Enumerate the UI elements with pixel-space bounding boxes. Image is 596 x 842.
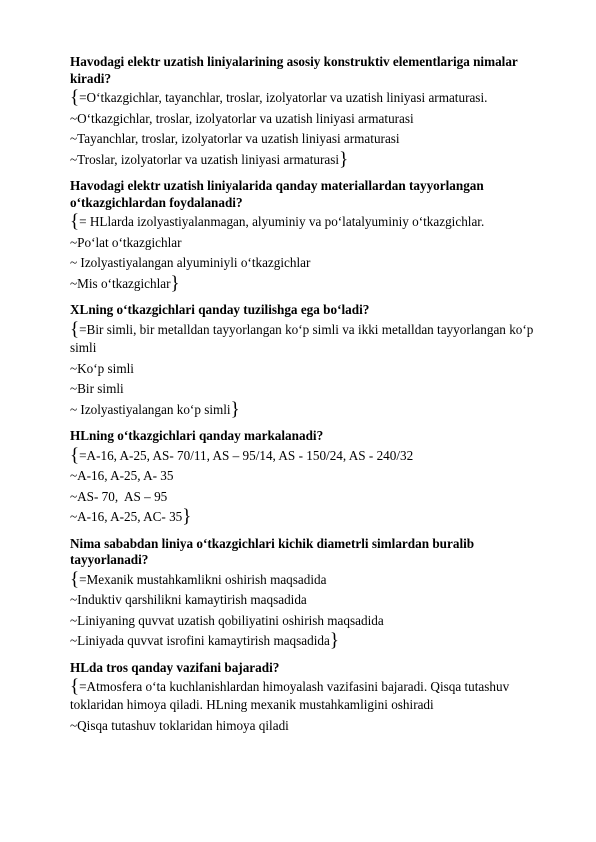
wrong-answer — [70, 400, 540, 421]
correct-answer — [70, 212, 540, 233]
correct-answer — [70, 88, 540, 109]
close-brace: } — [339, 148, 349, 170]
quiz-block-3 — [70, 302, 540, 420]
quiz-block-4 — [70, 428, 540, 528]
wrong-answer-text: ~A-16, A-25, AC- 35 — [70, 509, 183, 524]
wrong-answer: ~Ko‘p simli — [70, 360, 134, 376]
wrong-answer — [70, 150, 540, 171]
wrong-answer — [70, 507, 540, 528]
wrong-answer — [70, 274, 540, 295]
wrong-answer: ~Qisqa tutashuv toklaridan himoya qiladi — [70, 718, 289, 733]
correct-answer — [70, 320, 540, 356]
open-brace: { — [70, 318, 80, 340]
correct-answer-text: = HLlarda izolyastiyalanmagan, alyuminiy va po‘latalyuminiy o‘tkazgichlar. — [79, 214, 485, 229]
question-text: Havodagi elektr uzatish liniyalarining asosiy konstruktiv elementlariga nimalar kiradi? — [70, 54, 518, 86]
wrong-answer: ~Tayanchlar, troslar, izolyatorlar va uzatish liniyasi armaturasi — [70, 131, 400, 146]
wrong-answer-text: ~Mis o‘tkazgichlar — [70, 275, 171, 291]
correct-answer-text: =Mexanik mustahkamlikni oshirish maqsadida — [79, 571, 327, 587]
question-text: XLning o‘tkazgichlari qanday tuzilishga ega bo‘ladi? — [70, 302, 370, 317]
wrong-answer: ~Bir simli — [70, 381, 124, 396]
wrong-answer: ~ Izolyastiyalangan alyuminiyli o‘tkazgichlar — [70, 255, 311, 270]
wrong-answer — [70, 631, 540, 652]
quiz-block-6 — [70, 660, 540, 737]
open-brace: { — [70, 87, 80, 108]
correct-answer — [70, 446, 540, 467]
question-text: Nima sababdan liniya o‘tkazgichlari kichik diametrli simlardan buralib tayyorlanadi? — [70, 535, 475, 567]
quiz-block-5 — [70, 536, 540, 652]
wrong-answer-text: ~Troslar, izolyatorlar va uzatish liniyasi armaturasi — [70, 151, 340, 167]
open-brace: { — [70, 211, 80, 232]
close-brace: } — [329, 630, 339, 651]
wrong-answer: ~Induktiv qarshilikni kamaytirish maqsadida — [70, 592, 307, 607]
correct-answer-text: =O‘tkazgichlar, tayanchlar, troslar, izolyatorlar va uzatish liniyasi armaturasi. — [79, 90, 488, 105]
open-brace: { — [70, 444, 80, 466]
correct-answer — [70, 677, 540, 713]
wrong-answer: ~A-16, A-25, A- 35 — [70, 468, 174, 483]
open-brace: { — [70, 676, 80, 697]
question-text: HLda tros qanday vazifani bajaradi? — [70, 659, 280, 675]
correct-answer-text: =Atmosfera o‘ta kuchlanishlardan himoyalash vazifasini bajaradi. Qisqa tutashuv toklaridan himoya qiladi. HLning mexanik mustahkamligini oshiradi — [70, 679, 513, 712]
close-brace: } — [230, 398, 240, 420]
close-brace: } — [182, 506, 192, 527]
wrong-answer-text: ~ Izolyastiyalangan ko‘p simli — [70, 401, 231, 417]
wrong-answer-text: ~Liniyada quvvat isrofini kamaytirish maqsadida — [70, 633, 330, 648]
quiz-block-1 — [70, 54, 540, 170]
question-text: Havodagi elektr uzatish liniyalarida qanday materiallardan tayyorlangan o‘tkazgichlardan foydalanadi? — [70, 178, 484, 210]
correct-answer — [70, 570, 540, 591]
close-brace: } — [170, 272, 180, 294]
quiz-block-2 — [70, 178, 540, 294]
document-page — [70, 54, 540, 745]
correct-answer-text: =A-16, A-25, AS- 70/11, AS – 95/14, AS - 150/24, AS - 240/32 — [79, 447, 414, 463]
question-text: HLning o‘tkazgichlari qanday markalanadi? — [70, 428, 324, 443]
open-brace: { — [70, 568, 80, 590]
wrong-answer: ~AS- 70, AS – 95 — [70, 488, 168, 504]
wrong-answer: ~O‘tkazgichlar, troslar, izolyatorlar va uzatish liniyasi armaturasi — [70, 110, 414, 126]
wrong-answer: ~Liniyaning quvvat uzatish qobiliyatini oshirish maqsadida — [70, 612, 384, 628]
wrong-answer: ~Po‘lat o‘tkazgichlar — [70, 234, 182, 250]
correct-answer-text: =Bir simli, bir metalldan tayyorlangan ko‘p simli va ikki metalldan tayyorlangan ko‘p simli — [70, 321, 537, 355]
